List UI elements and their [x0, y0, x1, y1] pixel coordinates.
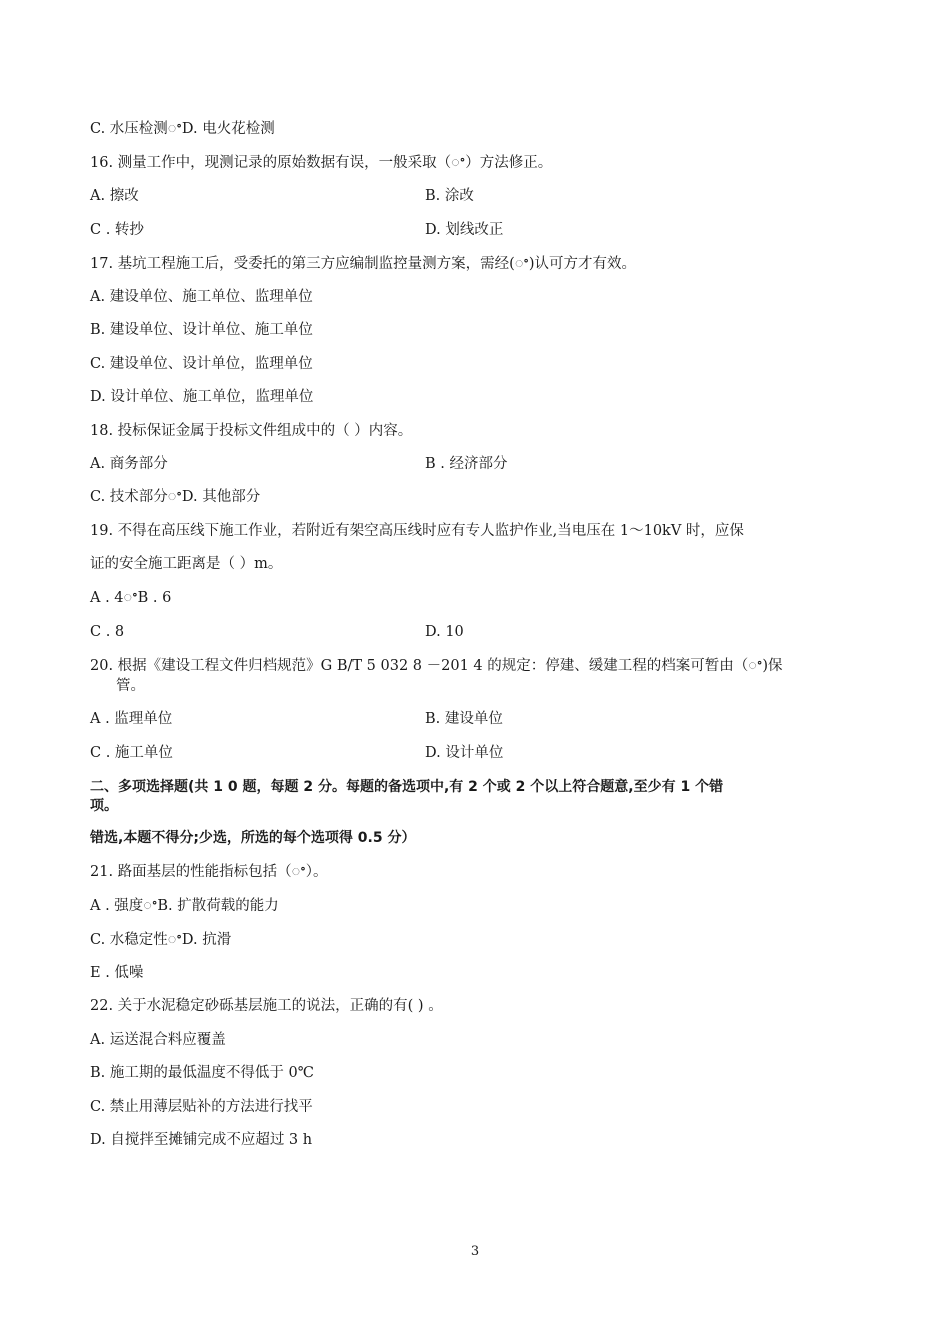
q22-option-a: A. 运送混合料应覆盖: [90, 1032, 226, 1048]
q15-options-cd: C. 水压检测ꢀD. 电火花检测: [90, 121, 275, 137]
q22-option-b: B. 施工期的最低温度不得低于 0℃: [90, 1065, 314, 1081]
q20-option-d: D. 设计单位: [425, 745, 504, 761]
q16-option-c: C . 转抄: [90, 222, 144, 238]
q17-option-c: C. 建设单位、设计单位，监理单位: [90, 356, 313, 372]
q18-options-cd: C. 技术部分ꢀD. 其他部分: [90, 489, 261, 505]
section-2-heading: 二、多项选择题(共 1 0 题，每题 2 分。每题的备选项中,有 2 个或 2 个以上符合题意,至少有 1 个错: [90, 779, 724, 795]
question-19: 19. 不得在高压线下施工作业，若附近有架空高压线时应有专人监护作业,当电压在 1～10kV 时，应保: [90, 523, 744, 539]
q17-option-d: D. 设计单位、施工单位，监理单位: [90, 389, 314, 405]
question-16: 16. 测量工作中，现测记录的原始数据有误，一般采取（ꢀ）方法修正。: [90, 155, 553, 171]
q22-option-d: D. 自搅拌至摊铺完成不应超过 3 h: [90, 1132, 313, 1148]
q19-option-c: C . 8: [90, 624, 125, 640]
q21-option-e: E . 低噪: [90, 965, 144, 981]
page-number: 3: [470, 1244, 480, 1259]
q18-option-a: A. 商务部分: [90, 456, 168, 472]
q18-option-b: B . 经济部分: [425, 456, 508, 472]
q17-option-a: A. 建设单位、施工单位、监理单位: [90, 289, 313, 305]
q20-option-c: C . 施工单位: [90, 745, 173, 761]
q16-option-b: B. 涂改: [425, 188, 474, 204]
q19-option-d: D. 10: [425, 624, 464, 640]
question-18: 18. 投标保证金属于投标文件组成中的（ ）内容。: [90, 423, 413, 439]
q20-option-a: A . 监理单位: [90, 711, 173, 727]
question-22: 22. 关于水泥稳定砂砾基层施工的说法，正确的有( ) 。: [90, 998, 443, 1014]
question-17: 17. 基坑工程施工后，受委托的第三方应编制监控量测方案，需经(ꢀ)认可方才有效。: [90, 256, 637, 272]
q21-options-ab: A . 强度ꢀB. 扩散荷载的能力: [90, 898, 279, 914]
q17-option-b: B. 建设单位、设计单位、施工单位: [90, 322, 313, 338]
section-2-note: 错选,本题不得分;少选，所选的每个选项得 0.5 分）: [90, 830, 416, 846]
question-21: 21. 路面基层的性能指标包括（ꢀ）。: [90, 864, 328, 880]
q20-option-b: B. 建设单位: [425, 711, 503, 727]
q16-option-d: D. 划线改正: [425, 222, 504, 238]
section-2-heading-cont: 项。: [90, 798, 118, 814]
question-19-cont: 证的安全施工距离是（ ）m。: [90, 556, 283, 572]
question-20: 20. 根据《建设工程文件归档规范》G B/T 5 032 8 －201 4 的规定：停建、缓建工程的档案可暂由（ꢀ)保: [90, 658, 783, 674]
q21-options-cd: C. 水稳定性ꢀD. 抗滑: [90, 932, 232, 948]
q22-option-c: C. 禁止用薄层贴补的方法进行找平: [90, 1099, 313, 1115]
question-20-cont: 管。: [116, 678, 145, 694]
q19-options-ab: A . 4ꢀB . 6: [90, 590, 172, 606]
q16-option-a: A. 擦改: [90, 188, 139, 204]
